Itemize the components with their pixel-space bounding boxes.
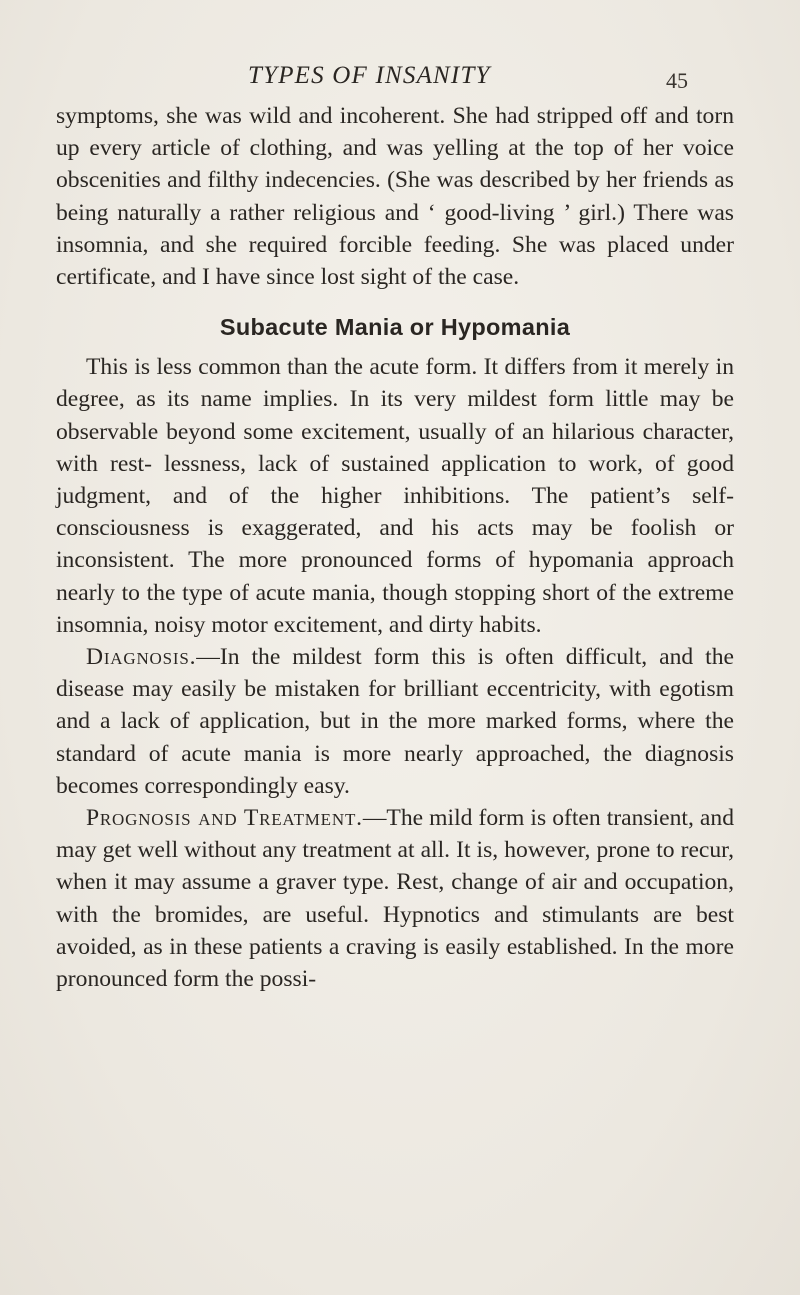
prognosis-label: Prognosis and Treatment. [86,805,363,832]
paragraph-diagnosis [56,641,734,802]
paragraph-prognosis-treatment [56,802,734,995]
section-heading: Subacute Mania or Hypomania [219,314,571,341]
diagnosis-label: Diagnosis. [86,644,197,671]
running-title: TYPES OF INSANITY [248,62,491,89]
body-text [56,100,734,995]
paragraph-continuation: symptoms, she was wild and incoherent. She had stripped off and torn up every article of clothing, and was yelling at the top of her voice obscenities and filthy indecencies. (She was described by her friends as being naturally a rather religious and ‘ good-living ’ girl.) There was insomnia, and she required forcible feeding. She was placed under certificate, and I have since lost sight of the case. [56,103,734,291]
page-number: 45 [666,68,688,93]
diagnosis-text: —In the mildest form this is often difficult, and the disease may easily be mistaken for brilliant eccentricity, with egotism and a lack of application, but in the more marked forms, where the standard of acute mania is more nearly approached, the diagnosis becomes correspondingly easy. [56,644,734,799]
running-head [0,62,800,102]
prognosis-text: —The mild form is often transient, and may get well without any treatment at all. It is, however, prone to recur, when it may assume a graver type. Rest, change of air and occupation, with the bromides, are useful. Hypnotics and stimulants are best avoided, as in these patients a craving is easily established. In the more pronounced form the possi- [56,805,734,993]
paragraph-hypomania-description: This is less common than the acute form. It differs from it merely in degree, as its name implies. In its very mildest form little may be observable beyond some excitement, usually of an hilarious character, with rest- lessness, lack of sustained application to work, of good judgment, and of the higher inhibitions. The patient’s self-consciousness is exaggerated, and his acts may be foolish or inconsistent. The more pronounced forms of hypomania approach nearly to the type of acute mania, though stopping short of the extreme insomnia, noisy motor excitement, and dirty habits. [56,354,734,638]
